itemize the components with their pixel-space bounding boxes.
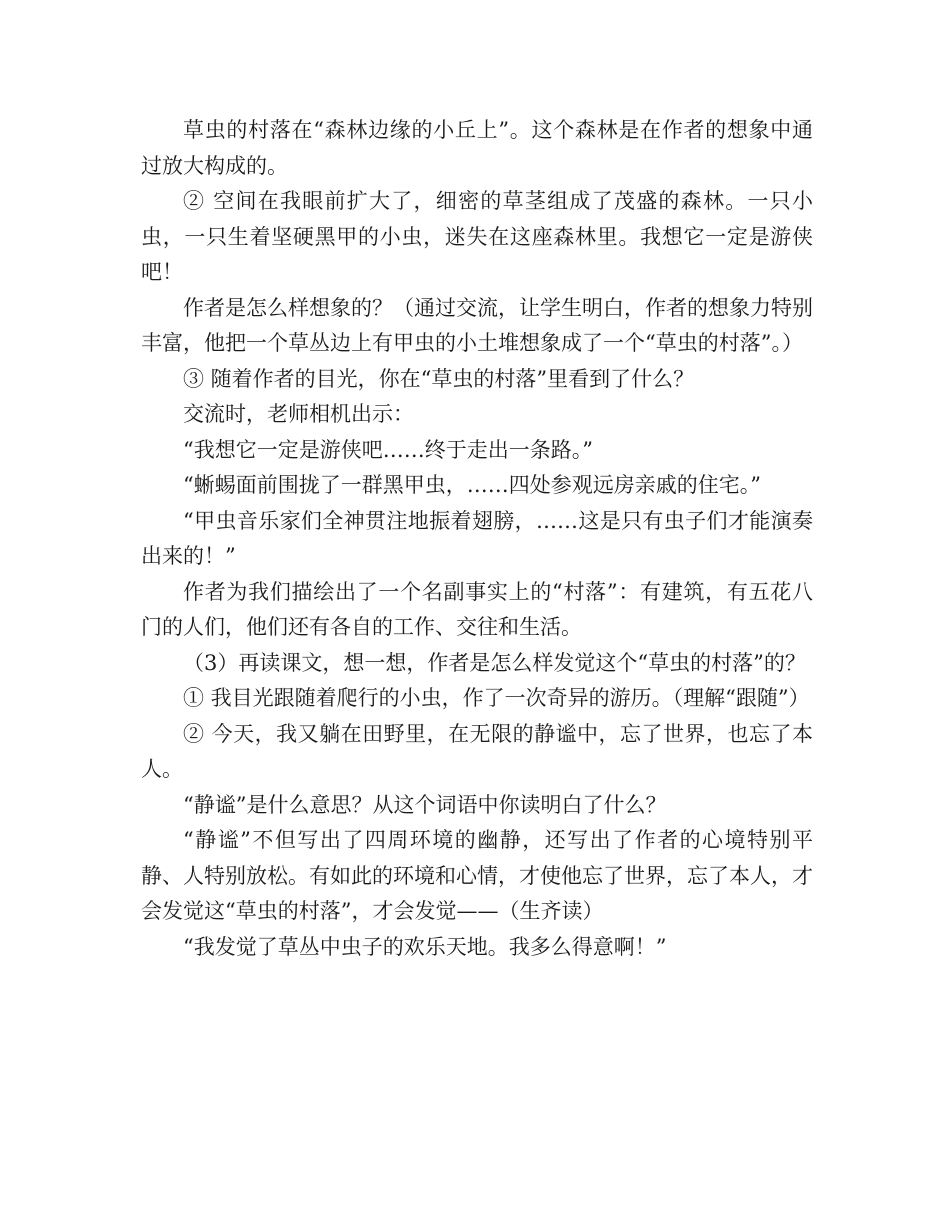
paragraph-9: 作者为我们描绘出了一个名副事实上的“村落”：有建筑，有五花八门的人们，他们还有各自的工作、交往和生活。: [141, 579, 813, 639]
paragraph-11: ① 我目光跟随着爬行的小虫，作了一次奇异的游历。（理解“跟随”）: [183, 686, 810, 710]
paragraph-7: “蜥蜴面前围拢了一群黑甲虫，……四处参观远房亲戚的住宅。”: [183, 473, 761, 497]
paragraph-12: ② 今天，我又躺在田野里，在无限的静谧中，忘了世界，也忘了本人。: [141, 721, 813, 781]
paragraph-8: “甲虫音乐家们全神贯注地振着翅膀，……这是只有虫子们才能演奏出来的！”: [141, 508, 813, 568]
paragraph-4: ③ 随着作者的目光，你在“草虫的村落”里看到了什么？: [183, 366, 695, 391]
paragraph-6: “我想它一定是游侠吧……终于走出一条路。”: [183, 437, 593, 462]
paragraph-2: ② 空间在我眼前扩大了，细密的草茎组成了茂盛的森林。一只小虫，一只生着坚硬黑甲的小虫，迷失在这座森林里。我想它一定是游侠吧！: [141, 189, 813, 284]
document-body: [141, 113, 813, 965]
paragraph-10: （3）再读课文，想一想，作者是怎么样发觉这个“草虫的村落”的？: [183, 650, 806, 675]
paragraph-1: 草虫的村落在“森林边缘的小丘上”。这个森林是在作者的想象中通过放大构成的。: [141, 118, 813, 178]
paragraph-13: “静谧”是什么意思？从这个词语中你读明白了什么？: [183, 792, 667, 817]
paragraph-5: 交流时，老师相机出示：: [183, 402, 414, 426]
paragraph-14: “静谧”不但写出了四周环境的幽静，还写出了作者的心境特别平静、人特别放松。有如此的环境和心情，才使他忘了世界，忘了本人，才会发觉这“草虫的村落”，才会发觉——（生齐读）: [141, 828, 813, 923]
paragraph-15: “我发觉了草丛中虫子的欢乐天地。我多么得意啊！”: [183, 934, 667, 959]
paragraph-3: 作者是怎么样想象的？（通过交流，让学生明白，作者的想象力特别丰富，他把一个草丛边上有甲虫的小土堆想象成了一个“草虫的村落”。）: [141, 295, 813, 355]
